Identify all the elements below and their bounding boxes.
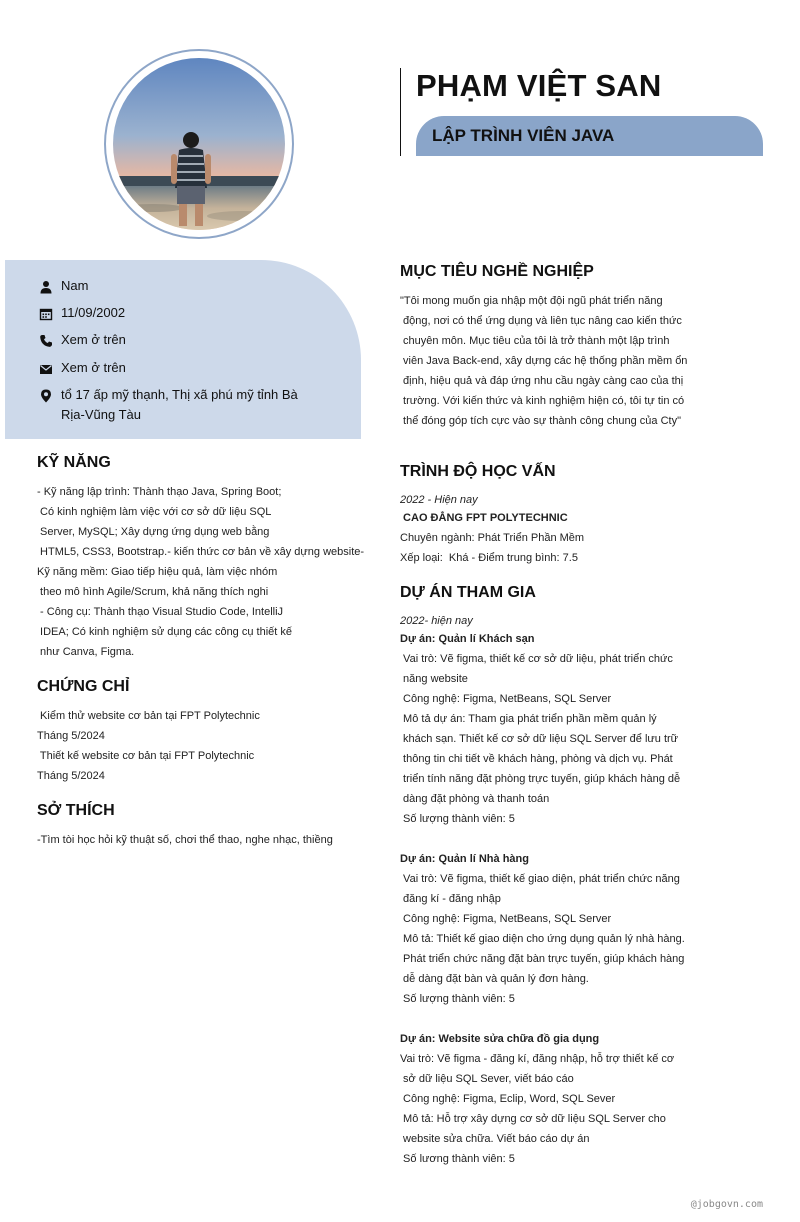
- project-line: dàng đặt phòng và thanh toán: [400, 793, 550, 805]
- skills-line: Có kinh nghiệm làm việc với cơ sở dữ liệu SQL: [37, 506, 272, 518]
- job-title: LẬP TRÌNH VIÊN JAVA: [432, 126, 615, 145]
- address-value: tổ 17 ấp mỹ thạnh, Thị xã phú mỹ tỉnh Bà Rịa-Vũng Tàu: [61, 387, 298, 422]
- avatar-frame: [104, 49, 294, 239]
- project-line: Số lương thành viên: 5: [400, 1153, 515, 1165]
- skills-line: theo mô hình Agile/Scrum, khả năng thích nghi: [37, 586, 269, 598]
- education-title: TRÌNH ĐỘ HỌC VẤN: [400, 463, 556, 480]
- objective-line: "Tôi mong muốn gia nhập một đội ngũ phát triển năng: [400, 295, 663, 307]
- skills-line: - Kỹ năng lập trình: Thành thạo Java, Spring Boot;: [37, 486, 282, 498]
- project-name: Dự án: Quản lí Nhà hàng: [400, 853, 529, 865]
- person-icon: [39, 280, 53, 294]
- project-line: Mô tả: Hỗ trợ xây dựng cơ sở dữ liệu SQL Server cho: [400, 1113, 666, 1125]
- project-name: Dự án: Quản lí Khách sạn: [400, 633, 535, 645]
- gender-value: Nam: [61, 278, 89, 293]
- contact-panel: [5, 260, 361, 439]
- objective-line: định, hiệu quả và đáp ứng nhu cầu ngày càng cao của thị: [400, 375, 684, 387]
- header-divider: [400, 68, 401, 156]
- objective-line: chuyên môn. Mục tiêu của tôi là trở thành một lập trình: [400, 335, 670, 347]
- hobbies-line: -Tìm tòi học hỏi kỹ thuật số, chơi thể thao, nghe nhạc, thiềng: [37, 834, 333, 846]
- projects-title: DỰ ÁN THAM GIA: [400, 584, 536, 601]
- project-line: Công nghệ: Figma, Eclip, Word, SQL Sever: [400, 1093, 616, 1105]
- project-line: Vai trò: Vẽ figma, thiết kế giao diện, phát triển chức năng: [400, 873, 680, 885]
- mail-icon: [39, 362, 53, 376]
- certificate-line: Kiểm thử website cơ bản tại FPT Polytechnic: [37, 710, 260, 722]
- certificate-line: Tháng 5/2024: [37, 770, 105, 782]
- hobbies-title: SỞ THÍCH: [37, 802, 115, 819]
- objective-line: trường. Với kiến thức và kinh nghiệm hiện có, tôi tự tin có: [400, 395, 685, 407]
- objective-line: thể đóng góp tích cực vào sự thành công chung của Cty": [400, 415, 681, 427]
- project-line: sở dữ liệu SQL Sever, viết báo cáo: [400, 1073, 574, 1085]
- watermark: @jobgovn.com: [690, 1199, 763, 1210]
- skills-line: Server, MySQL; Xây dựng ứng dụng web bằng: [37, 526, 270, 538]
- skills-line: IDEA; Có kinh nghiệm sử dụng các công cụ thiết kế: [37, 626, 292, 638]
- skills-line: HTML5, CSS3, Bootstrap.- kiến thức cơ bản về xây dựng website-: [37, 546, 365, 558]
- objective-title: MỤC TIÊU NGHỀ NGHIỆP: [400, 263, 594, 280]
- contact-birthday: [39, 305, 323, 323]
- project-line: Công nghệ: Figma, NetBeans, SQL Server: [400, 693, 612, 705]
- project-line: Mô tả dự án: Tham gia phát triển phần mềm quản lý: [400, 713, 657, 725]
- project-line: Phát triển chức năng đặt bàn trực tuyến, giúp khách hàng: [400, 953, 685, 965]
- certificate-line: Tháng 5/2024: [37, 730, 105, 742]
- certificate-line: Thiết kế website cơ bản tại FPT Polytechnic: [37, 750, 255, 762]
- project-line: năng website: [400, 673, 468, 685]
- project-line: dễ dàng đặt bàn và quản lý đơn hàng.: [400, 973, 589, 985]
- certificates-title: CHỨNG CHỈ: [37, 678, 130, 695]
- candidate-name: PHẠM VIỆT SAN: [416, 68, 662, 103]
- email-value: Xem ở trên: [61, 360, 126, 375]
- project-line: Công nghệ: Figma, NetBeans, SQL Server: [400, 913, 612, 925]
- project-line: đăng kí - đăng nhập: [400, 893, 501, 905]
- role-banner: [416, 116, 763, 156]
- location-pin-icon: [39, 389, 53, 403]
- objective-line: viên Java Back-end, xây dựng các hệ thống phần mềm ổn: [400, 355, 688, 367]
- project-line: khách sạn. Thiết kế cơ sở dữ liệu SQL Server để lưu trữ: [400, 733, 679, 745]
- calendar-icon: [39, 307, 53, 321]
- skills-title: KỸ NĂNG: [37, 454, 111, 471]
- objective-line: động, nơi có thể ứng dụng và liên tục nâng cao kiến thức: [400, 315, 682, 327]
- education-school: CAO ĐẲNG FPT POLYTECHNIC: [400, 512, 568, 524]
- project-line: thông tin chi tiết về khách hàng, phòng và dịch vụ. Phát: [400, 753, 673, 765]
- phone-icon: [39, 334, 53, 348]
- birthday-value: 11/09/2002: [61, 305, 126, 320]
- education-period: 2022 - Hiện nay: [400, 494, 478, 506]
- education-grade: Xếp loại: Khá - Điểm trung bình: 7.5: [400, 552, 578, 564]
- education-major: Chuyên ngành: Phát Triển Phần Mềm: [400, 532, 585, 544]
- skills-line: Kỹ năng mềm: Giao tiếp hiệu quả, làm việc nhóm: [37, 566, 278, 578]
- contact-gender: [39, 278, 323, 296]
- project-line: Số lượng thành viên: 5: [400, 993, 515, 1005]
- project-line: Số lượng thành viên: 5: [400, 813, 515, 825]
- contact-email: [39, 360, 323, 378]
- projects-period: 2022- hiện nay: [400, 615, 473, 627]
- project-line: Vai trò: Vẽ figma, thiết kế cơ sở dữ liệu, phát triển chức: [400, 653, 673, 665]
- avatar: [113, 58, 285, 230]
- project-line: triển tính năng đặt phòng trực tuyến, giúp khách hàng dễ: [400, 773, 681, 785]
- project-name: Dự án: Website sửa chữa đồ gia dụng: [400, 1033, 600, 1045]
- skills-line: - Công cụ: Thành thạo Visual Studio Code, IntelliJ: [37, 606, 284, 618]
- project-line: Vai trò: Vẽ figma - đăng kí, đăng nhập, hỗ trợ thiết kế cơ: [400, 1053, 675, 1065]
- skills-line: như Canva, Figma.: [37, 646, 135, 658]
- phone-value: Xem ở trên: [61, 332, 126, 347]
- project-line: Mô tả: Thiết kế giao diện cho ứng dụng quản lý nhà hàng.: [400, 933, 685, 945]
- contact-address: [39, 387, 323, 425]
- project-line: website sửa chữa. Viết báo cáo dự án: [400, 1133, 590, 1145]
- profile-photo: [113, 58, 285, 230]
- contact-phone: [39, 332, 323, 350]
